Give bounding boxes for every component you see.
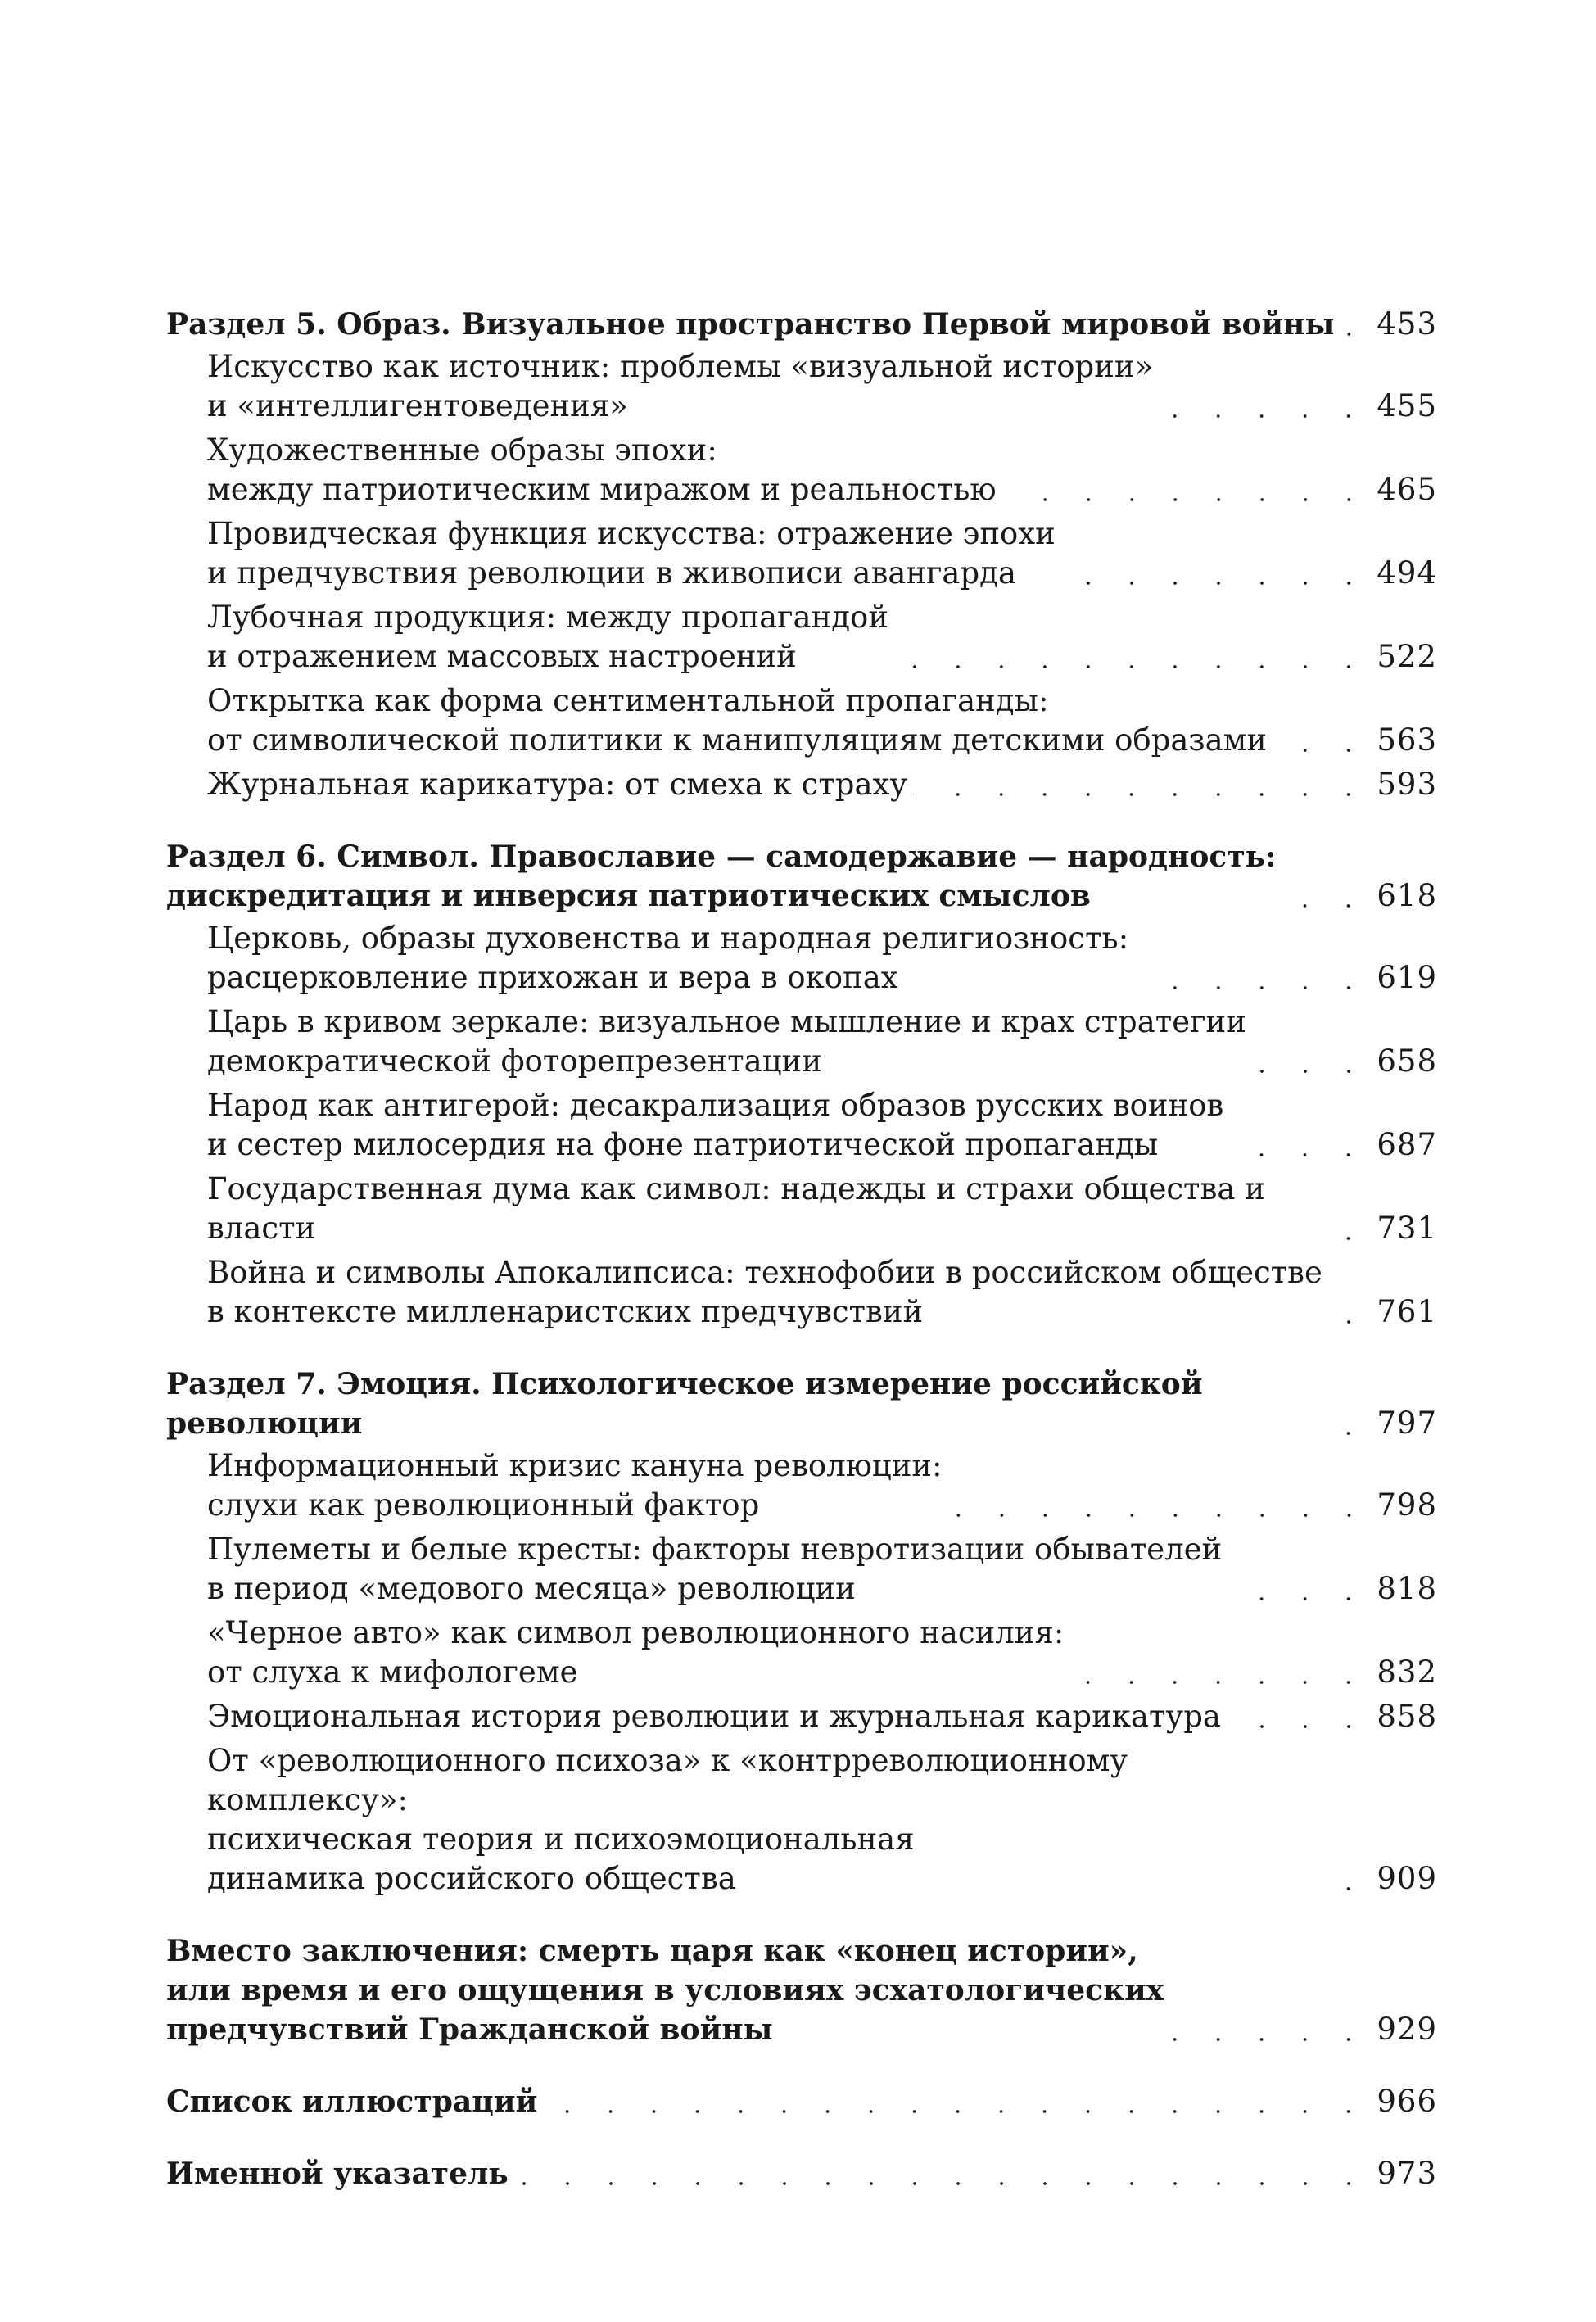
toc-entry-title [166,919,1128,998]
toc-page-number: 563 [1377,722,1437,758]
toc-page-number: 618 [1377,878,1437,913]
toc-section-heading[interactable] [166,1365,1437,1443]
toc-entry-title [166,1086,1223,1165]
toc-entry-title [166,681,1267,760]
toc-entry-title [166,1931,1164,2049]
toc-page-number: 798 [1377,1487,1437,1523]
toc-title-line: Война и символы Апокалипсиса: технофобии в российском обществе [207,1255,1322,1290]
toc-section [166,2154,1437,2193]
toc-title-line: и «интеллигентоведения» [207,388,628,423]
toc-entry-title [166,1253,1322,1332]
toc-title-line: между патриотическим миражом и реальностью [207,472,997,507]
dot-leader [1230,1569,1370,1609]
toc-page-number: 858 [1377,1699,1437,1734]
toc-entry-title [166,2154,509,2193]
toc-section-heading[interactable] [166,837,1437,916]
dot-leader [1072,1653,1370,1692]
toc-title-line: и предчувствия революции в живописи авангарда [207,555,1017,591]
toc-title-line: Царь в кривом зеркале: визуальное мышление и крах стратегии [207,1004,1246,1039]
toc-entry-title [166,431,997,509]
toc-section [166,1931,1437,2049]
toc-entry-title [166,837,1276,916]
dot-leader [1284,876,1370,916]
dot-leader [951,1486,1371,1525]
toc-title-line: в контексте милленаристских предчувствий [207,1294,924,1329]
toc-section [166,305,1437,804]
toc-entry[interactable] [166,1614,1437,1692]
toc-title-line: динамика российского общества [207,1861,736,1896]
toc-entry-title [166,514,1056,593]
toc-page-number: 522 [1377,639,1437,674]
toc-section-heading[interactable] [166,1931,1437,2049]
toc-page-number: 593 [1377,767,1437,802]
toc-page-number: 973 [1377,2156,1437,2191]
toc-entry[interactable] [166,431,1437,509]
toc-entry[interactable] [166,514,1437,593]
toc-title-line: слухи как революционный фактор [207,1487,760,1523]
toc-entry[interactable] [166,598,1437,677]
toc-title-line: Народ как антигерой: десакрализация образов русских воинов [207,1088,1224,1123]
toc-page-number: 909 [1377,1861,1437,1896]
toc-page-number: 929 [1377,2012,1437,2047]
toc-entry[interactable] [166,765,1437,804]
toc-title-line: Именной указатель [166,2157,509,2191]
toc-entry-title [166,1697,1221,1736]
toc-page-number: 818 [1377,1571,1437,1606]
dot-leader [897,637,1370,677]
dot-leader [1331,1292,1370,1332]
toc-entry[interactable] [166,1253,1437,1332]
toc-section-heading[interactable] [166,2082,1437,2121]
toc-section [166,2082,1437,2121]
toc-title-line: от слуха к мифологеме [207,1654,578,1690]
toc-page-number: 797 [1377,1405,1437,1441]
toc-title-line: Лубочная продукция: между пропагандой [207,600,888,635]
toc-title-line: и сестер милосердия на фоне патриотической пропаганды [207,1127,1159,1162]
toc-title-line: «Черное авто» как символ революционного насилия: [207,1615,1065,1650]
toc-title-line: Вместо заключения: смерть царя как «конец истории», [166,1934,1138,1968]
dot-leader [1343,305,1371,344]
toc-title-line: предчувствий Гражданской войны [166,2012,773,2047]
table-of-contents [166,305,1437,2226]
toc-entry-title [166,1614,1064,1692]
dot-leader [1005,470,1371,509]
toc-section-heading[interactable] [166,305,1437,344]
dot-leader [1137,958,1370,998]
toc-title-line: демократической фоторепрезентации [207,1043,822,1079]
toc-entry[interactable] [166,681,1437,760]
toc-entry[interactable] [166,1003,1437,1081]
toc-title-line: От «революционного психоза» к «контрреволюционному комплексу»: [207,1743,1128,1817]
toc-title-line: Открытка как форма сентиментальной пропаганды: [207,683,1049,718]
toc-page-number: 455 [1377,388,1437,423]
toc-title-line: Пулеметы и белые кресты: факторы невротизации обывателей [207,1532,1223,1567]
toc-entry[interactable] [166,1530,1437,1609]
dot-leader [545,2082,1370,2121]
toc-title-line: Церковь, образы духовенства и народная религиозность: [207,921,1129,956]
toc-title-line: Провидческая функция искусства: отражение эпохи [207,516,1056,551]
dot-leader [1064,554,1371,593]
toc-title-line: или время и его ощущения в условиях эсхатологических [166,1973,1164,2007]
toc-entry-title [166,598,888,677]
toc-entry-title [166,765,907,804]
dot-leader [1345,1859,1370,1899]
toc-title-line: Государственная дума как символ: надежды и страхи общества и власти [207,1171,1265,1246]
toc-page-number: 731 [1377,1211,1437,1246]
toc-page-number: 619 [1377,960,1437,995]
toc-page-number: 658 [1377,1043,1437,1079]
toc-page-number: 687 [1377,1127,1437,1162]
toc-page-number: 832 [1377,1654,1437,1690]
dot-leader [916,765,1370,804]
dot-leader [1255,1042,1370,1081]
toc-entry[interactable] [166,1741,1437,1899]
toc-title-line: Художественные образы эпохи: [207,432,717,468]
toc-title-line: расцерковление прихожан и вера в окопах [207,960,898,995]
toc-entry[interactable] [166,919,1437,998]
toc-title-line: Искусство как источник: проблемы «визуальной истории» [207,349,1154,384]
dot-leader [1229,1697,1370,1736]
toc-title-line: Эмоциональная история революции и журнальная карикатура [207,1699,1221,1734]
toc-title-line: Раздел 6. Символ. Православие — самодержавие — народность: [166,840,1277,874]
toc-title-line: Раздел 5. Образ. Визуальное пространство Первой мировой войны [166,307,1335,342]
toc-section [166,1365,1437,1899]
toc-entry-title [166,1741,1337,1899]
dot-leader [1172,2010,1370,2049]
dot-leader [517,2154,1371,2193]
dot-leader [1275,721,1370,760]
toc-entry[interactable] [166,1170,1437,1248]
toc-title-line: Информационный кризис кануна революции: [207,1448,943,1483]
toc-page-number: 966 [1377,2084,1437,2119]
dot-leader [1232,1125,1370,1165]
toc-entry-title [166,1530,1222,1609]
toc-entry-title [166,1003,1246,1081]
toc-entry[interactable] [166,347,1437,426]
toc-title-line: Журнальная карикатура: от смеха к страху [207,767,908,802]
dot-leader [1345,1209,1370,1248]
toc-entry-title [166,1170,1337,1248]
toc-entry-title [166,1365,1337,1443]
toc-page-number: 761 [1377,1294,1437,1329]
toc-entry-title [166,2082,537,2121]
toc-title-line: в период «медового месяца» революции [207,1571,856,1606]
toc-section-heading[interactable] [166,2154,1437,2193]
toc-title-line: психическая теория и психоэмоциональная [207,1822,915,1857]
toc-title-line: Список иллюстраций [166,2084,538,2119]
toc-page-number: 453 [1377,306,1437,342]
toc-title-line: и отражением массовых настроений [207,639,797,674]
toc-title-line: от символической политики к манипуляциям детскими образами [207,722,1268,758]
toc-title-line: Раздел 7. Эмоция. Психологическое измерение российской революции [166,1367,1203,1441]
toc-page-number: 465 [1377,472,1437,507]
dot-leader [1161,387,1370,426]
toc-entry-title [166,1446,943,1525]
toc-entry[interactable] [166,1086,1437,1165]
toc-entry-title [166,347,1153,426]
toc-entry[interactable] [166,1697,1437,1736]
toc-entry-title [166,305,1335,344]
dot-leader [1345,1404,1370,1443]
toc-title-line: дискредитация и инверсия патриотических смыслов [166,879,1091,913]
toc-section [166,837,1437,1332]
toc-page-number: 494 [1377,555,1437,591]
toc-entry[interactable] [166,1446,1437,1525]
